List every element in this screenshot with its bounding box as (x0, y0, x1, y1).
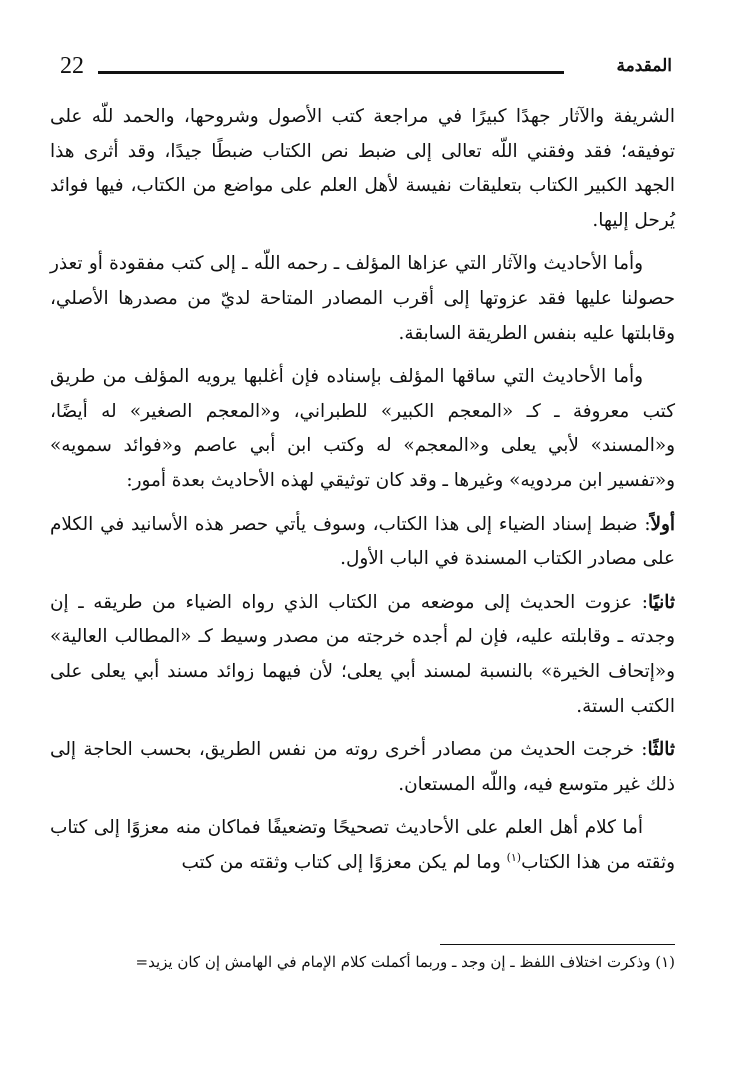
page-header (60, 52, 672, 82)
paragraph-7-part-1: أما كلام أهل العلم على الأحاديث تصحيحًا وتضعيفًا فماكان منه معزوًا إلى كتاب وثقته من هذا الكتاب (50, 817, 675, 873)
third-point-label: ثالثًا (647, 739, 675, 761)
body-text (50, 100, 675, 889)
footnote-reference: (١) (506, 850, 522, 864)
paragraph-1: الشريفة والآثار جهدًا كبيرًا في مراجعة كتب الأصول وشروحها، والحمد للّه على توفيقه؛ فقد وفقني اللّه تعالى إلى ضبط نص الكتاب ضبطًا جيدًا، وقد أثرى هذا الجهد الكبير الكتاب بتعليقات نفيسة لأهل العلم على مواضع من الكتاب، فيها فوائد يُرحل إليها. (50, 106, 675, 231)
paragraph-third-point (50, 733, 675, 802)
paragraph-first-point (50, 508, 675, 577)
paragraph-7-part-2: وما لم يكن معزوًا إلى كتاب وثقته من كتب (181, 851, 507, 873)
third-point-text: : خرجت الحديث من مصادر أخرى روته من نفس الطريق، بحسب الحاجة إلى ذلك غير متوسع فيه، واللّه المستعان. (50, 739, 675, 795)
section-title: المقدمة (616, 56, 672, 76)
footnote-rule (440, 944, 675, 945)
paragraph-3: وأما الأحاديث التي ساقها المؤلف بإسناده فإن أغلبها يرويه المؤلف من طريق كتب معروفة ـ كـ «المعجم الكبير» للطبراني، و«المعجم الصغير» له أيضًا، و«المسند» لأبي يعلى و«المعجم» له وكتب ابن أبي عاصم و«فوائد سمويه» و«تفسير ابن مردويه» وغيرها ـ وقد كان توثيقي لهذه الأحاديث بعدة أمور: (50, 366, 675, 491)
page-number: 22 (60, 53, 84, 79)
footnote: (١) وذكرت اختلاف اللفظ ـ إن وجد ـ وربما أكملت كلام الإمام في الهامش إن كان يزيد= (135, 953, 675, 971)
second-point-label: ثانيًا (648, 591, 675, 613)
paragraph-2: وأما الأحاديث والآثار التي عزاها المؤلف ـ رحمه اللّه ـ إلى كتب مفقودة أو تعذر حصولنا عليها فقد عزوتها إلى أقرب المصادر المتاحة لديّ من مصدرها الأصلي، وقابلتها عليه بنفس الطريقة السابقة. (50, 253, 675, 344)
paragraph-7 (50, 811, 675, 880)
second-point-text: : عزوت الحديث إلى موضعه من الكتاب الذي رواه الضياء من طريقه ـ إن وجدته ـ وقابلته عليه، فإن لم أجده خرجته من مصدر وسيط كـ «المطالب العالية» و«إتحاف الخيرة» بالنسبة لمسند أبي يعلى؛ لأن فيهما زوائد مسند أبي يعلى على الكتب الستة. (50, 591, 675, 717)
first-point-label: أولاً (650, 513, 675, 535)
paragraph-second-point (50, 586, 675, 724)
header-rule (98, 71, 564, 74)
first-point-text: : ضبط إسناد الضياء إلى هذا الكتاب، وسوف يأتي حصر هذه الأسانيد في الكلام على مصادر الكتاب المسندة في الباب الأول. (50, 513, 675, 570)
